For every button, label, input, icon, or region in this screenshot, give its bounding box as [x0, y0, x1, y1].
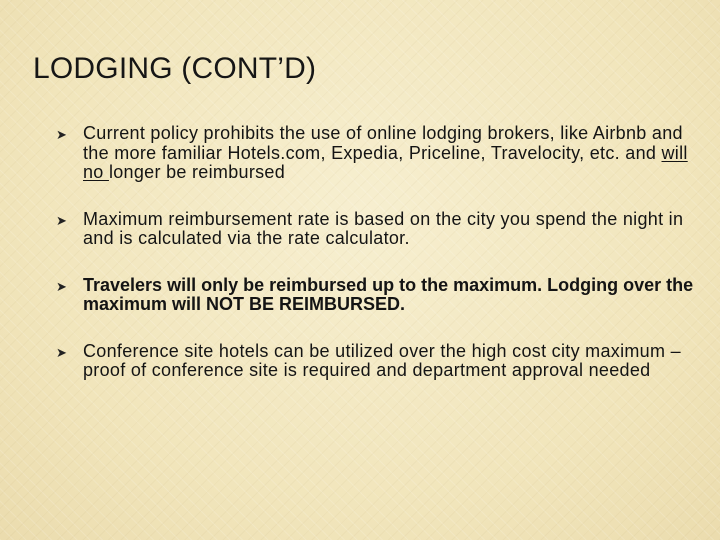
bullet-list [56, 124, 706, 381]
bullet-reimbursed-up-to-max [56, 276, 706, 315]
arrowhead-bullet-icon: ➤ [56, 212, 68, 228]
bullet-text: Maximum reimbursement rate is based on the city you spend the night in and is calculated via the rate calculator. [83, 208, 684, 248]
arrowhead-bullet-icon: ➤ [56, 344, 68, 360]
bullet-max-rate [56, 210, 706, 249]
bullet-text-underlined: will no [83, 142, 688, 182]
bullet-text [83, 123, 688, 182]
bullet-text-pre: Current policy prohibits the use of online lodging brokers, like Airbnb and the more familiar Hotels.com, Expedia, Priceline, Travelocity, etc. and [83, 123, 683, 163]
bullet-text: Conference site hotels can be utilized over the high cost city maximum – proof of conference site is required and department approval needed [83, 340, 681, 380]
arrowhead-bullet-icon: ➤ [56, 127, 68, 142]
bullet-conference-hotels [56, 342, 706, 381]
bullet-online-brokers [56, 124, 706, 183]
bullet-text-post: longer be reimbursed [108, 162, 286, 182]
bullet-text: Travelers will only be reimbursed up to the maximum. Lodging over the maximum will NOT BE REIMBURSED. [83, 274, 694, 314]
arrowhead-bullet-icon: ➤ [56, 278, 67, 294]
slide-title: LODGING (CONT’D) [33, 52, 317, 85]
